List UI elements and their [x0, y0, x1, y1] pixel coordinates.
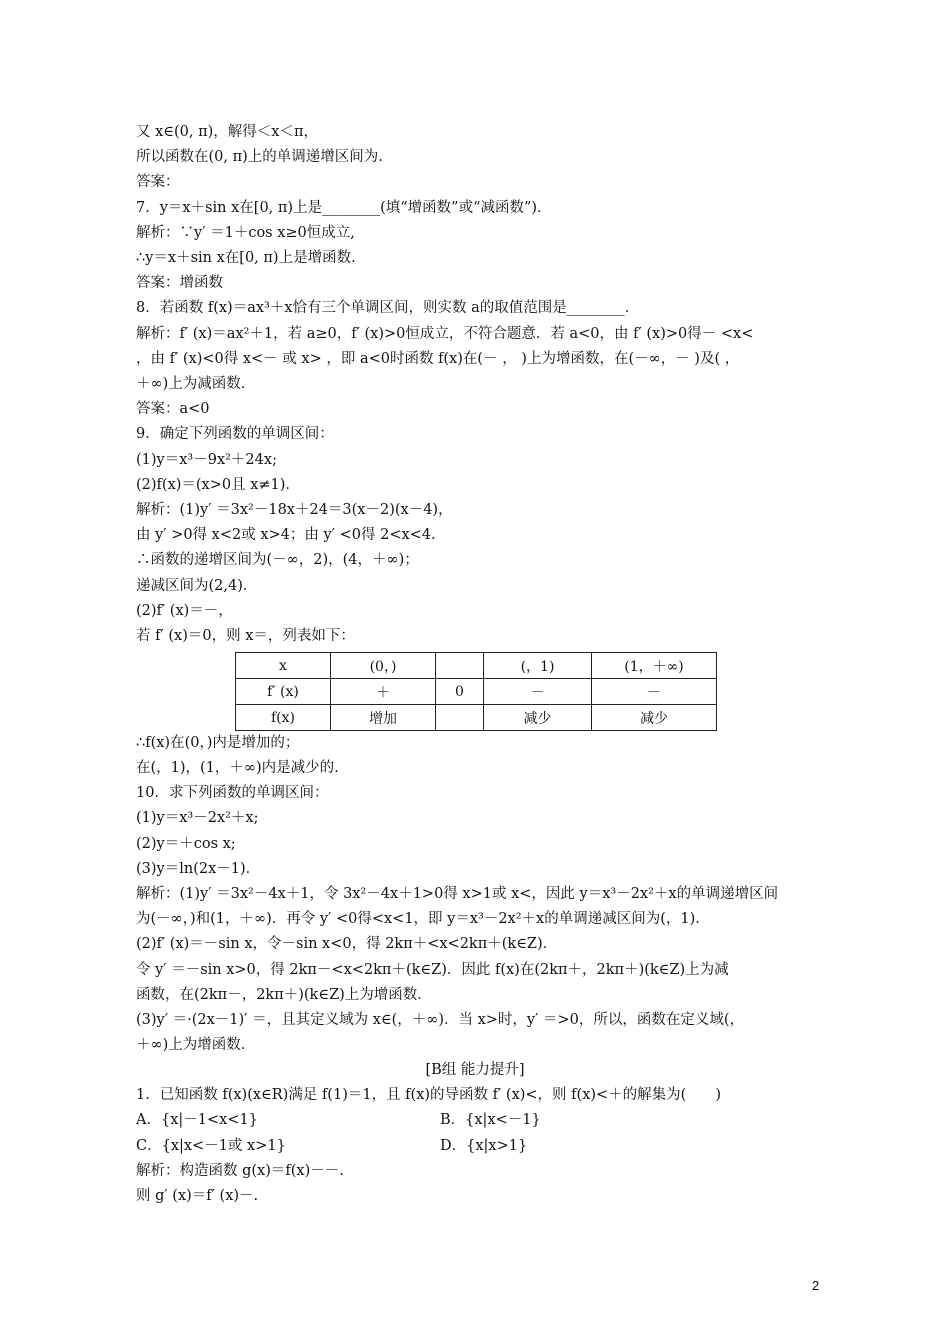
table-cell: (，1)	[484, 653, 592, 679]
text-line: 为(－∞，)和(1，＋∞)．再令 y′ <0得<x<1，即 y＝x³－2x²＋x的单调递减区间为(，1)．	[136, 911, 710, 927]
text-line: (1)y＝x³－2x²＋x;	[136, 810, 259, 826]
table-cell: f′ (x)	[236, 679, 331, 705]
text-line: 解析：(1)y′ ＝3x²－18x＋24＝3(x－2)(x－4)，	[136, 502, 453, 518]
table-cell	[436, 653, 484, 679]
table-cell: ＋	[331, 679, 436, 705]
page-number: 2	[812, 1278, 820, 1293]
text-line: 解析：∵y′ ＝1＋cos x≥0恒成立,	[136, 225, 355, 241]
table-cell	[436, 705, 484, 731]
text-line: ＋∞)上为增函数．	[136, 1037, 256, 1053]
text-line: 1．已知函数 f(x)(x∈R)满足 f(1)＝1，且 f(x)的导函数 f′ (x)<，则 f(x)<＋的解集为( )	[136, 1087, 721, 1103]
text-line: 答案：增函数	[136, 275, 223, 291]
table-cell: 减少	[592, 705, 717, 731]
table-cell: 0	[436, 679, 484, 705]
table-row	[236, 679, 717, 705]
option-c: C．{x|x<－1或 x>1}	[136, 1138, 286, 1154]
text-line: (3)y′ ＝·(2x－1)′ ＝，且其定义域为 x∈(，＋∞)．当 x>时，y′ ＝>0，所以，函数在定义域(，	[136, 1012, 745, 1028]
text-line: ∴y＝x＋sin x在[0, π)上是增函数.	[136, 250, 356, 266]
table-row	[236, 653, 717, 679]
text-line: 在(，1)，(1，＋∞)内是减少的.	[136, 760, 339, 776]
text-line: (2)f′ (x)＝－sin x，令－sin x<0，得 2kπ＋<x<2kπ＋(k∈Z)．	[136, 936, 558, 952]
text-line: 又 x∈(0, π)，解得＜x＜π，	[136, 124, 319, 140]
text-line: 答案：a<0	[136, 401, 210, 417]
text-line: (2)f(x)＝(x>0且 x≠1)．	[136, 477, 300, 493]
text-line: 函数，在(2kπ－，2kπ＋)(k∈Z)上为增函数．	[136, 987, 432, 1003]
table-cell: (1，＋∞)	[592, 653, 717, 679]
text-line: ∴f(x)在(0，)内是增加的；	[136, 735, 300, 751]
option-d: D．{x|x>1}	[440, 1138, 528, 1154]
text-line: (1)y＝x³－9x²＋24x;	[136, 452, 277, 468]
text-line: 若 f′ (x)＝0，则 x＝，列表如下：	[136, 628, 355, 644]
table-cell: (0，)	[331, 653, 436, 679]
table-row	[236, 705, 717, 731]
monotonicity-table	[235, 652, 717, 731]
text-line: 递减区间为(2,4)．	[136, 578, 258, 594]
text-line: 由 y′ >0得 x<2或 x>4；由 y′ <0得 2<x<4.	[136, 527, 436, 543]
table-cell: f(x)	[236, 705, 331, 731]
option-b: B．{x|x<－1}	[440, 1112, 541, 1128]
text-line: (3)y＝ln(2x－1)．	[136, 861, 261, 877]
text-line: 所以函数在(0, π)上的单调递增区间为.	[136, 149, 383, 165]
text-line: (2)y＝＋cos x;	[136, 836, 236, 852]
option-a: A．{x|－1<x<1}	[136, 1112, 258, 1128]
table-cell: x	[236, 653, 331, 679]
text-line: 令 y′ ＝－sin x>0，得 2kπ－<x<2kπ＋(k∈Z)．因此 f(x)在(2kπ＋，2kπ＋)(k∈Z)上为减	[136, 962, 729, 978]
text-line: 解析：构造函数 g(x)＝f(x)－－.	[136, 1163, 344, 1179]
text-line: 解析：(1)y′ ＝3x²－4x＋1，令 3x²－4x＋1>0得 x>1或 x<，因此 y＝x³－2x²＋x的单调递增区间	[136, 886, 779, 902]
text-line: 8．若函数 f(x)＝ax³＋x恰有三个单调区间，则实数 a的取值范围是________．	[136, 300, 640, 316]
table-cell: 增加	[331, 705, 436, 731]
text-line: 9．确定下列函数的单调区间：	[136, 426, 334, 442]
text-line: 解析：f′ (x)＝ax²＋1，若 a≥0，f′ (x)>0恒成立，不符合题意．若 a<0，由 f′ (x)>0得－ <x<	[136, 326, 754, 342]
text-line: 答案：	[136, 174, 180, 190]
text-line: (2)f′ (x)＝－，	[136, 603, 233, 619]
table-cell: －	[484, 679, 592, 705]
text-line: ，由 f′ (x)<0得 x<－ 或 x> ，即 a<0时函数 f(x)在(－ ， )上为增函数，在(－∞，－ )及( ，	[136, 351, 740, 367]
table-cell: 减少	[484, 705, 592, 731]
table-cell: －	[592, 679, 717, 705]
text-line: 7．y＝x＋sin x在[0, π)上是________(填“增函数”或“减函数”)．	[136, 200, 552, 216]
text-line: ∴函数的递增区间为(－∞，2)，(4，＋∞)；	[136, 552, 419, 568]
text-line: 则 g′ (x)＝f′ (x)－.	[136, 1188, 259, 1204]
text-line: ＋∞)上为减函数．	[136, 376, 256, 392]
text-line: 10．求下列函数的单调区间：	[136, 785, 329, 801]
section-title: [B组 能力提升]	[425, 1062, 525, 1078]
